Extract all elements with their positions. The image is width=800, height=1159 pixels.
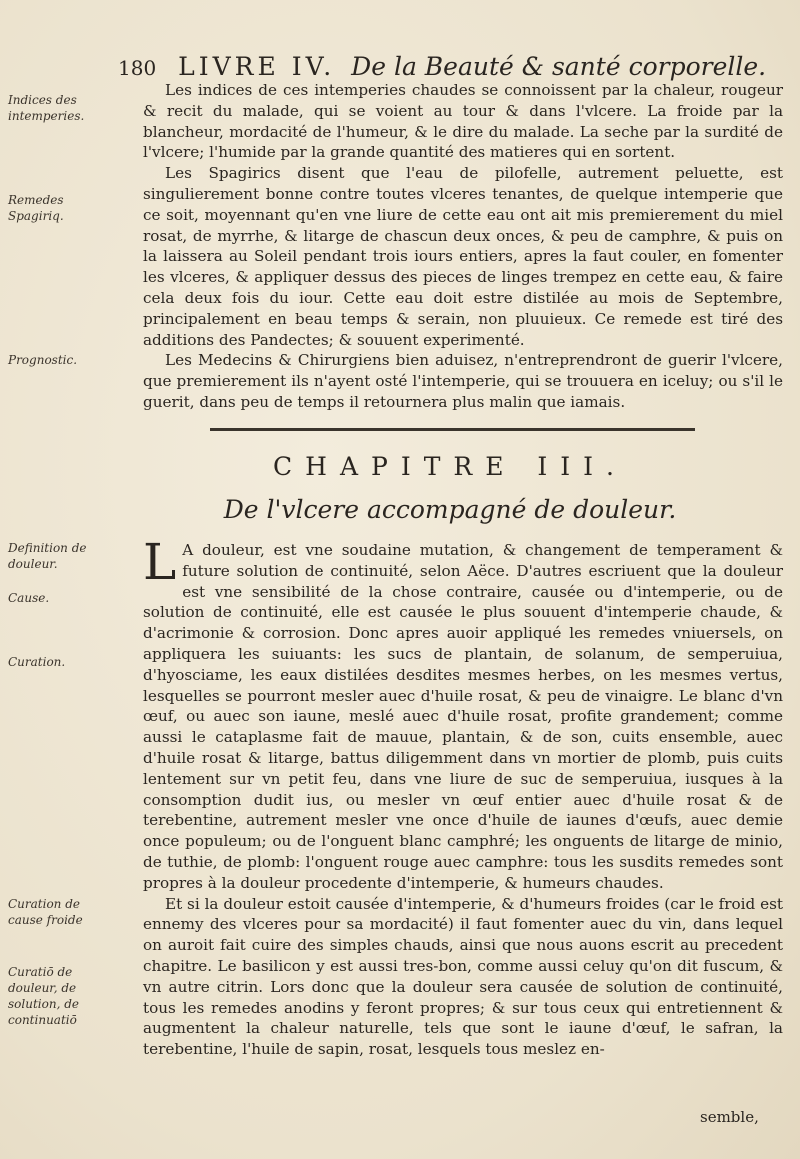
margin-note: Indices des intemperies. [8,93,85,123]
book-number: LIVRE IV. [178,52,336,81]
margin-note: Cause. [8,591,50,605]
text-block-top [143,80,783,413]
paragraph: Les indices de ces intemperies chaudes se connoissent par la chaleur, rougeur & recit du malade, qui se voient au tour & dans l'vlcere. La froide par la blancheur, mordacité de l'humeur, & le dire du malade. La seche par la surdité de l'vlcere; l'humide par la grande quantité des matieres qui en sortent. [143,81,783,162]
paragraph: Les Spagirics disent que l'eau de pilofelle, autrement peluette, est singulierement bonne contre toutes vlceres tenantes, de quelque intemperie que ce soit, moyennant qu'en vne liure de cette eau ont ait mis premierement du miel rosat, de myrrhe, & litarge de chascun deux onces, & peu de camphre, & puis on la laissera au Soleil pendant trois iours entiers, apres la faut couler, en fomenter les vlceres, & appliquer dessus des pieces de linges trempez en cette eau, & faire cela deux fois du iour. Cette eau doit estre distilée au mois de Septembre, principalement en beau temps & serain, non pluuieux. Ce remede est tiré des additions des Pandectes; & souuent experimenté. [143,164,783,349]
section-divider [210,428,695,431]
chapter-subtitle: De l'vlcere accompagné de douleur. [223,495,677,524]
margin-note: Curation. [8,655,66,669]
chapter-heading: CHAPITRE III. [273,452,627,481]
margin-note: Definition de douleur. [8,541,87,571]
running-title: De la Beauté & santé corporelle. [351,52,767,81]
paragraph: Les Medecins & Chirurgiens bien aduisez, n'entreprendront de guerir l'vlcere, que premierement ils n'ayent osté l'intemperie, qui se trouuera en iceluy; ou s'il le guerit, dans peu de temps il retournera plus malin que iamais. [143,351,783,411]
paragraph-text: A douleur, est vne soudaine mutation, & changement de temperament & future solution de continuité, selon Aëce. D'autres escriuent que la douleur est vne sensibilité de la chose contraire, causée ou d'intemperie, ou de solution de continuité, elle est causée le plus souuent d'intemperie chaude, & d'acrimonie & corrosion. Donc apres auoir appliqué les remedes vniuersels, on appliquera les suiuants: les sucs de plantain, de solanum, de semperuiua, d'hyosciame, les eaux distilées desdites mesmes herbes, on les mesmes vertus, lesquelles se pourront mesler auec d'huile rosat, & peu de vinaigre. Le blanc d'vn œuf, ou auec son iaune, meslé auec d'huile rosat, profite grandement; comme aussi le cataplasme fait de mauue, plantain, & de son, cuits ensemble, auec d'huile rosat & litarge, battus diligemment dans vn mortier de plomb, puis cuits lentement sur vn petit feu, dans vne liure de suc de semperuiua, iusques à la consomption dudit ius, ou mesler vn œuf entier auec d'huile rosat & de terebentine, autrement mesler vne once d'huile de iaunes d'œufs, auec demie once populeum; ou de l'onguent blanc camphré; les onguents de litarge de minio, de tuthie, de plomb: l'onguent rouge auec camphre: tous les susdits remedes sont propres à la douleur procedente d'intemperie, & humeurs chaudes. [143,541,783,892]
catchword: semble, [700,1108,759,1126]
page-number: 180 [118,56,157,80]
margin-note: Curatiō de douleur, de solution, de continuatiō [8,965,79,1027]
margin-note: Curation de cause froide [8,897,83,927]
text-block-bottom [143,533,783,1060]
paragraph: Et si la douleur estoit causée d'intemperie, & d'humeurs froides (car le froid est ennemy des vlceres pour sa mordacité) il faut fomenter auec du vin, dans lequel on auroit fait cuire des simples chauds, ainsi que nous auons escrit au precedent chapitre. Le basilicon y est aussi tres-bon, comme aussi celuy qu'on dit fuscum, & vn autre citrin. Lors donc que la douleur sera causée de solution de continuité, tous les remedes anodins y feront propres; & sur tous ceux qui entretiennent & augmentent la chaleur naturelle, tels que sont le iaune d'œuf, le safran, la terebentine, l'huile de sapin, rosat, lesquels tous meslez en- [143,894,783,1059]
margin-note: Prognostic. [8,353,78,367]
drop-cap: L [143,533,177,591]
margin-note: Remedes Spagiriq. [8,193,64,223]
paragraph [143,533,783,894]
